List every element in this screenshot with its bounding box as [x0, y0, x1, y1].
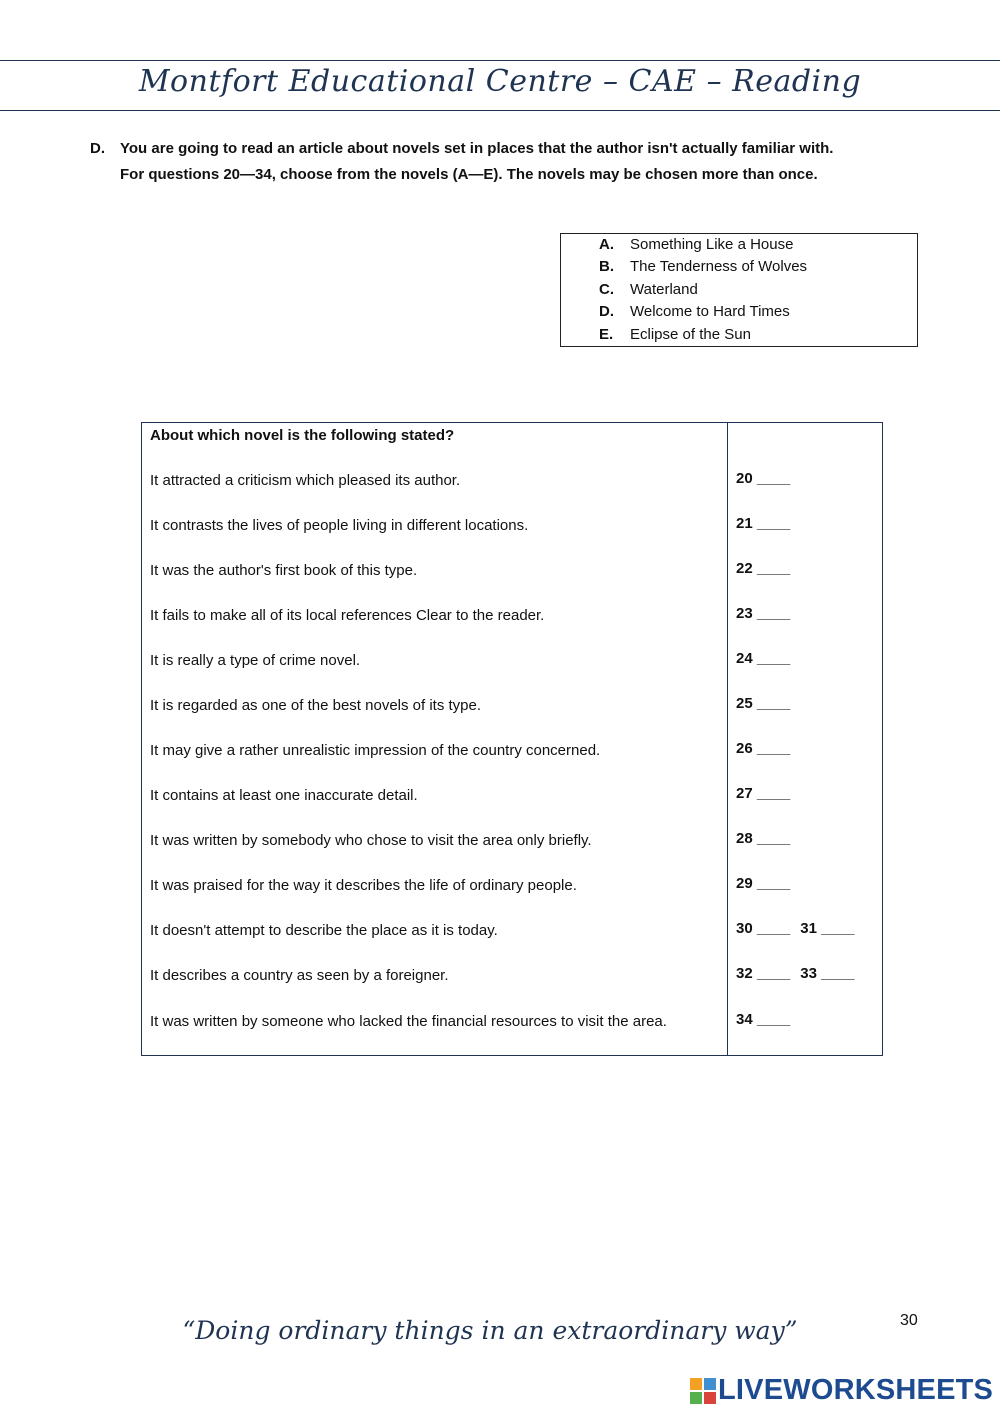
brand-name: LIVEWORKSHEETS [718, 1374, 994, 1406]
question-text: It may give a rather unrealistic impression of the country concerned. [150, 742, 601, 759]
option-letter: B. [599, 258, 614, 275]
table-row [142, 830, 882, 870]
header-rule-bottom [0, 110, 1000, 111]
header-rule-top [0, 60, 1000, 61]
answer-blank[interactable]: 31 ____ [800, 920, 855, 937]
table-heading: About which novel is the following stated? [150, 427, 455, 444]
novel-option [599, 279, 698, 301]
answer-pair [736, 965, 854, 982]
novel-option [599, 256, 807, 278]
question-text: It was written by somebody who chose to visit the area only briefly. [150, 832, 592, 849]
table-row [142, 740, 882, 780]
question-text: It was written by someone who lacked the financial resources to visit the area. [150, 1013, 667, 1030]
table-row [142, 695, 882, 735]
answer-blank[interactable]: 20 ____ [736, 470, 791, 487]
table-row [142, 515, 882, 555]
option-letter: C. [599, 281, 614, 298]
footer-motto: “Doing ordinary things in an extraordinary way” [182, 1316, 798, 1345]
option-title: Eclipse of the Sun [630, 326, 751, 343]
answer-blank[interactable]: 30 ____ [736, 920, 791, 937]
question-text: It is regarded as one of the best novels of its type. [150, 697, 482, 714]
question-text: It describes a country as seen by a foreigner. [150, 967, 449, 984]
novel-options-box [560, 233, 918, 347]
answer-blank[interactable]: 25 ____ [736, 695, 791, 712]
answer-blank[interactable]: 23 ____ [736, 605, 791, 622]
page-header-title: Montfort Educational Centre – CAE – Reading [138, 64, 862, 99]
novel-option [599, 301, 790, 323]
table-row [142, 560, 882, 600]
answer-blank[interactable]: 28 ____ [736, 830, 791, 847]
answer-blank[interactable]: 32 ____ [736, 965, 791, 982]
questions-table [141, 422, 883, 1056]
question-text: It fails to make all of its local references Clear to the reader. [150, 607, 545, 624]
section-letter: D. [90, 140, 105, 157]
option-letter: E. [599, 326, 614, 343]
option-title: Welcome to Hard Times [630, 303, 790, 320]
answer-blank[interactable]: 22 ____ [736, 560, 791, 577]
question-text: It was the author's first book of this type. [150, 562, 418, 579]
question-text: It doesn't attempt to describe the place as it is today. [150, 922, 498, 939]
instructions-line-2: For questions 20—34, choose from the novels (A—E). The novels may be chosen more than once. [120, 166, 818, 183]
answer-blank[interactable]: 26 ____ [736, 740, 791, 757]
answer-blank[interactable]: 24 ____ [736, 650, 791, 667]
question-text: It contains at least one inaccurate detail. [150, 787, 418, 804]
answer-pair [736, 920, 854, 937]
option-letter: D. [599, 303, 614, 320]
page-number: 30 [900, 1312, 918, 1329]
instructions-line-1: You are going to read an article about novels set in places that the author isn't actually familiar with. [120, 140, 834, 157]
table-row [142, 785, 882, 825]
table-row [142, 605, 882, 645]
table-row [142, 1011, 882, 1051]
option-letter: A. [599, 236, 614, 253]
answer-blank[interactable]: 34 ____ [736, 1011, 791, 1028]
answer-blank[interactable]: 21 ____ [736, 515, 791, 532]
table-row [142, 470, 882, 510]
novel-option [599, 324, 751, 346]
answer-blank[interactable]: 27 ____ [736, 785, 791, 802]
answer-blank[interactable]: 33 ____ [800, 965, 855, 982]
table-row [142, 875, 882, 915]
option-title: Waterland [630, 281, 698, 298]
question-text: It is really a type of crime novel. [150, 652, 361, 669]
question-text: It contrasts the lives of people living in different locations. [150, 517, 529, 534]
option-title: The Tenderness of Wolves [630, 258, 808, 275]
question-text: It attracted a criticism which pleased its author. [150, 472, 461, 489]
option-title: Something Like a House [630, 236, 794, 253]
table-row [142, 920, 882, 960]
novel-option [599, 234, 793, 256]
answer-blank[interactable]: 29 ____ [736, 875, 791, 892]
table-row [142, 650, 882, 690]
table-row [142, 965, 882, 1005]
liveworksheets-logo-icon [690, 1378, 716, 1404]
question-text: It was praised for the way it describes the life of ordinary people. [150, 877, 577, 894]
